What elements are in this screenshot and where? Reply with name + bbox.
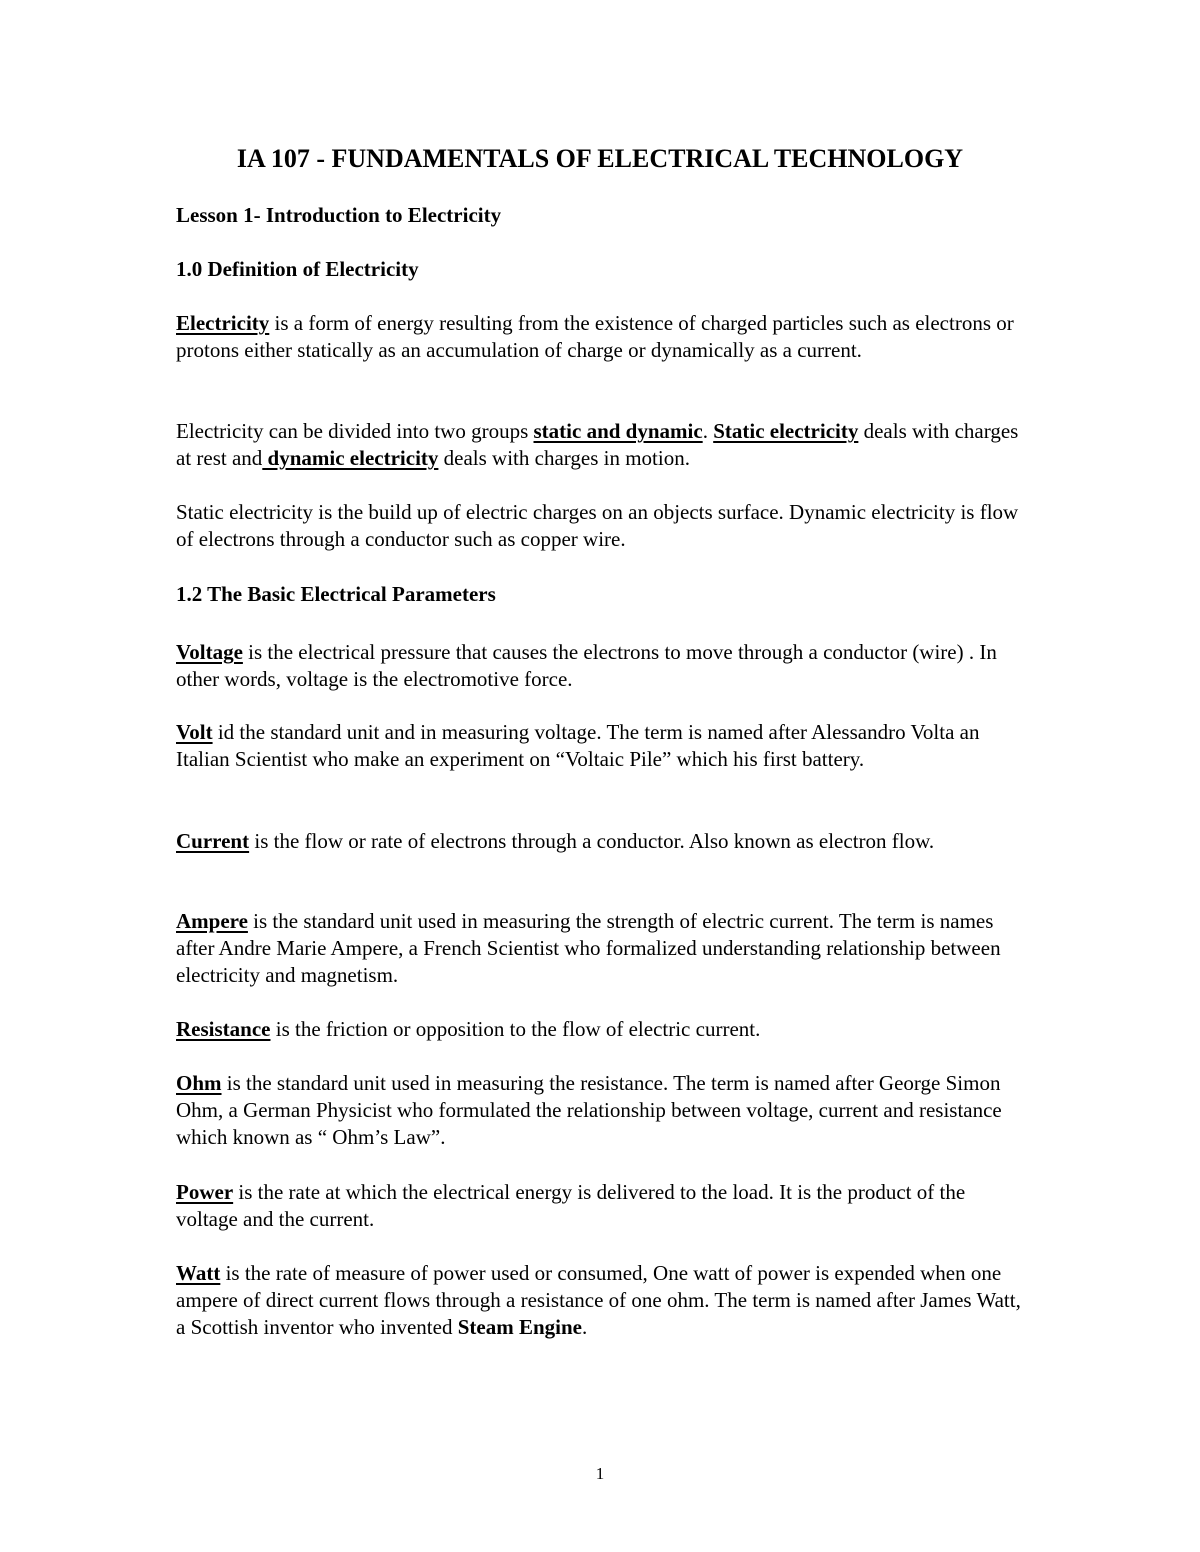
groups-text-1: Electricity can be divided into two groups [176,419,534,443]
page-number: 1 [595,1464,605,1483]
paragraph-voltage [176,639,1026,693]
paragraph-static-dynamic: Static electricity is the build up of electric charges on an objects surface. Dynamic electricity is flow of electrons through a conductor such as copper wire. [176,500,1019,551]
lesson-heading: Lesson 1- Introduction to Electricity [176,203,502,227]
definition-text: is a form of energy resulting from the existence of charged particles such as electrons or protons either statically as an accumulation of charge or dynamically as a current. [176,311,1014,362]
term-voltage: Voltage [176,640,243,664]
section-heading-parameters: 1.2 The Basic Electrical Parameters [176,582,496,606]
definition-end: . [581,1315,588,1339]
definition-text: id the standard unit and in measuring voltage. The term is named after Alessandro Volta an Italian Scientist who make an experiment on “Voltaic Pile” which his first battery. [176,720,980,771]
groups-text-4: deals with charges in motion. [438,446,690,470]
paragraph-electricity-groups [176,418,1026,472]
paragraph-electricity-definition [176,310,1026,364]
term-watt: Watt [176,1261,221,1285]
term-ohm: Ohm [176,1071,222,1095]
term-static-and-dynamic: static and dynamic [533,419,703,443]
paragraph-current [176,828,1026,855]
paragraph-ampere [176,908,1026,989]
paragraph-volt [176,719,1026,773]
definition-text: is the electrical pressure that causes the electrons to move through a conductor (wire) . In other words, voltage is the electromotive force. [176,640,997,691]
document-title: IA 107 - FUNDAMENTALS OF ELECTRICAL TECHNOLOGY [236,144,964,173]
definition-text: is the friction or opposition to the flow of electric current. [270,1017,761,1041]
section-heading-definition: 1.0 Definition of Electricity [176,257,419,281]
term-volt: Volt [176,720,213,744]
definition-text: is the flow or rate of electrons through a conductor. Also known as electron flow. [249,829,935,853]
term-electricity: Electricity [176,311,270,335]
paragraph-resistance [176,1016,1026,1043]
term-ampere: Ampere [176,909,248,933]
term-static-electricity: Static electricity [713,419,859,443]
term-steam-engine: Steam Engine [457,1315,582,1339]
paragraph-power [176,1179,1026,1233]
term-power: Power [176,1180,234,1204]
term-dynamic-electricity: dynamic electricity [262,446,439,470]
paragraph-ohm [176,1070,1026,1151]
definition-text: is the rate of measure of power used or consumed, One watt of power is expended when one ampere of direct current flows through a resistance of one ohm. The term is named after James Watt, a Scottish inventor who invented [176,1261,1021,1339]
groups-text-3: deals with charges at rest and [176,419,1019,470]
definition-text: is the rate at which the electrical energy is delivered to the load. It is the product of the voltage and the current. [176,1180,966,1231]
definition-text: is the standard unit used in measuring the strength of electric current. The term is names after Andre Marie Ampere, a French Scientist who formalized understanding relationship between electricity and magnetism. [176,909,1001,987]
term-resistance: Resistance [176,1017,271,1041]
paragraph-watt [176,1260,1026,1341]
definition-text: is the standard unit used in measuring the resistance. The term is named after George Simon Ohm, a German Physicist who formulated the relationship between voltage, current and resistance which known as “ Ohm’s Law”. [176,1071,1002,1149]
groups-text-2: . [702,419,714,443]
term-current: Current [176,829,250,853]
